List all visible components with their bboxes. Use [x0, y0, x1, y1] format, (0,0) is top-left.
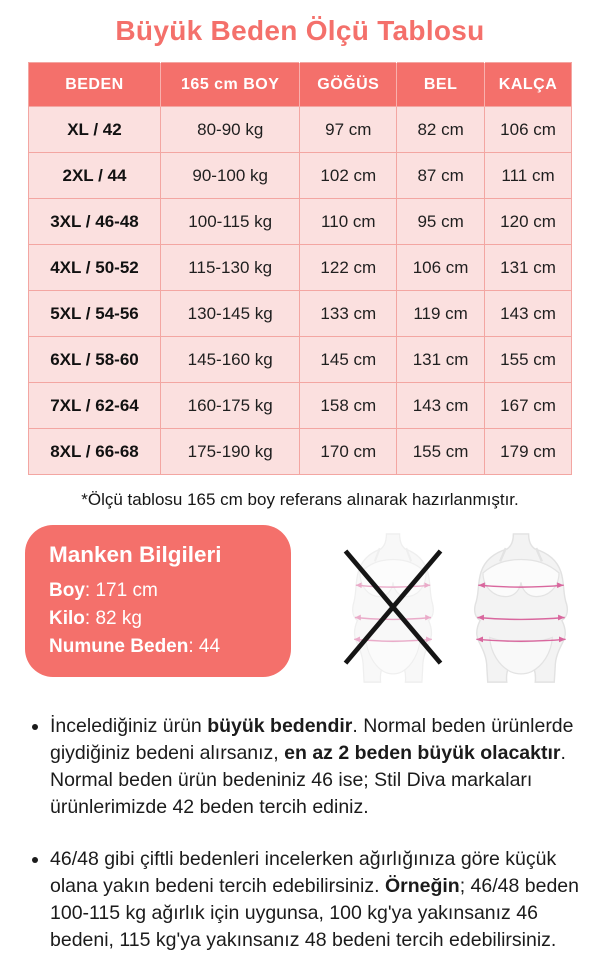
cell-waist: 82 cm — [397, 107, 485, 153]
size-table-body — [29, 107, 572, 475]
footnote: *Ölçü tablosu 165 cm boy referans alınarak hazırlanmıştır. — [81, 490, 519, 509]
col-header-bel: BEL — [397, 63, 485, 107]
table-row — [29, 153, 572, 199]
note-item-sizing: • İncelediğiniz ürün büyük bedendir. Normal beden ürünlerde giydiğiniz bedeni alırsanız, en az 2 beden büyük olacaktır. Normal beden ürün bedeniniz 46 ise; Stil Diva markaları ürünlerimizde 42 beden tercih ediniz. — [50, 713, 580, 821]
cell-weight: 100-115 kg — [160, 199, 300, 245]
table-row — [29, 107, 572, 153]
size-table-header — [29, 63, 572, 107]
cell-hip: 155 cm — [485, 337, 572, 383]
cell-weight: 130-145 kg — [160, 291, 300, 337]
model-height: Boy: 171 cm — [49, 580, 158, 601]
page-title: Büyük Beden Ölçü Tablosu — [115, 15, 485, 46]
cell-size: 7XL / 62-64 — [29, 383, 161, 429]
model-sample-size: Numune Beden: 44 — [49, 636, 221, 657]
cell-chest: 170 cm — [300, 429, 397, 475]
size-table — [28, 62, 572, 475]
cell-weight: 160-175 kg — [160, 383, 300, 429]
cell-chest: 122 cm — [300, 245, 397, 291]
notes-list — [34, 713, 580, 954]
fit-figures — [336, 531, 578, 685]
col-header-beden: BEDEN — [29, 63, 161, 107]
model-info-card — [25, 525, 291, 677]
model-weight: Kilo: 82 kg — [49, 608, 142, 629]
cell-waist: 143 cm — [397, 383, 485, 429]
table-row — [29, 245, 572, 291]
cell-hip: 167 cm — [485, 383, 572, 429]
correct-fit-figure — [464, 531, 578, 685]
cell-size: 8XL / 66-68 — [29, 429, 161, 475]
col-header-gogus: GÖĞÜS — [300, 63, 397, 107]
note-item-double-sizes: • 46/48 gibi çiftli bedenleri incelerken ağırlığınıza göre küçük olana yakın bedeni tercih edebilirsiniz. Örneğin; 46/48 beden 100-115 kg ağırlık için uygunsa, 100 kg'ya yakınsanız 46 bedeni, 115 kg'ya yakınsanız 48 bedeni tercih edebilirsiniz. — [50, 846, 580, 954]
cell-waist: 131 cm — [397, 337, 485, 383]
cell-weight: 115-130 kg — [160, 245, 300, 291]
cell-hip: 106 cm — [485, 107, 572, 153]
cell-weight: 80-90 kg — [160, 107, 300, 153]
header-row — [29, 63, 572, 107]
cell-waist: 155 cm — [397, 429, 485, 475]
cell-chest: 102 cm — [300, 153, 397, 199]
model-section — [25, 525, 578, 685]
cell-hip: 179 cm — [485, 429, 572, 475]
cell-size: 4XL / 50-52 — [29, 245, 161, 291]
cell-chest: 158 cm — [300, 383, 397, 429]
cell-waist: 106 cm — [397, 245, 485, 291]
cell-chest: 133 cm — [300, 291, 397, 337]
cell-hip: 131 cm — [485, 245, 572, 291]
cell-waist: 119 cm — [397, 291, 485, 337]
measured-body-illustration — [464, 531, 578, 685]
cell-chest: 145 cm — [300, 337, 397, 383]
cell-hip: 111 cm — [485, 153, 572, 199]
model-info-title: Manken Bilgileri — [49, 542, 222, 567]
crossed-body-illustration — [336, 531, 450, 685]
cell-size: 2XL / 44 — [29, 153, 161, 199]
cell-weight: 145-160 kg — [160, 337, 300, 383]
col-header-kalca: KALÇA — [485, 63, 572, 107]
table-row — [29, 337, 572, 383]
wrong-fit-figure — [336, 531, 450, 685]
cell-size: 5XL / 54-56 — [29, 291, 161, 337]
cell-chest: 110 cm — [300, 199, 397, 245]
cell-weight: 175-190 kg — [160, 429, 300, 475]
table-row — [29, 291, 572, 337]
table-row — [29, 429, 572, 475]
cell-chest: 97 cm — [300, 107, 397, 153]
cell-waist: 95 cm — [397, 199, 485, 245]
cell-hip: 120 cm — [485, 199, 572, 245]
cell-size: 6XL / 58-60 — [29, 337, 161, 383]
table-row — [29, 199, 572, 245]
cell-size: 3XL / 46-48 — [29, 199, 161, 245]
cell-weight: 90-100 kg — [160, 153, 300, 199]
cell-waist: 87 cm — [397, 153, 485, 199]
col-header-boy: 165 cm BOY — [160, 63, 300, 107]
cell-size: XL / 42 — [29, 107, 161, 153]
cell-hip: 143 cm — [485, 291, 572, 337]
table-row — [29, 383, 572, 429]
